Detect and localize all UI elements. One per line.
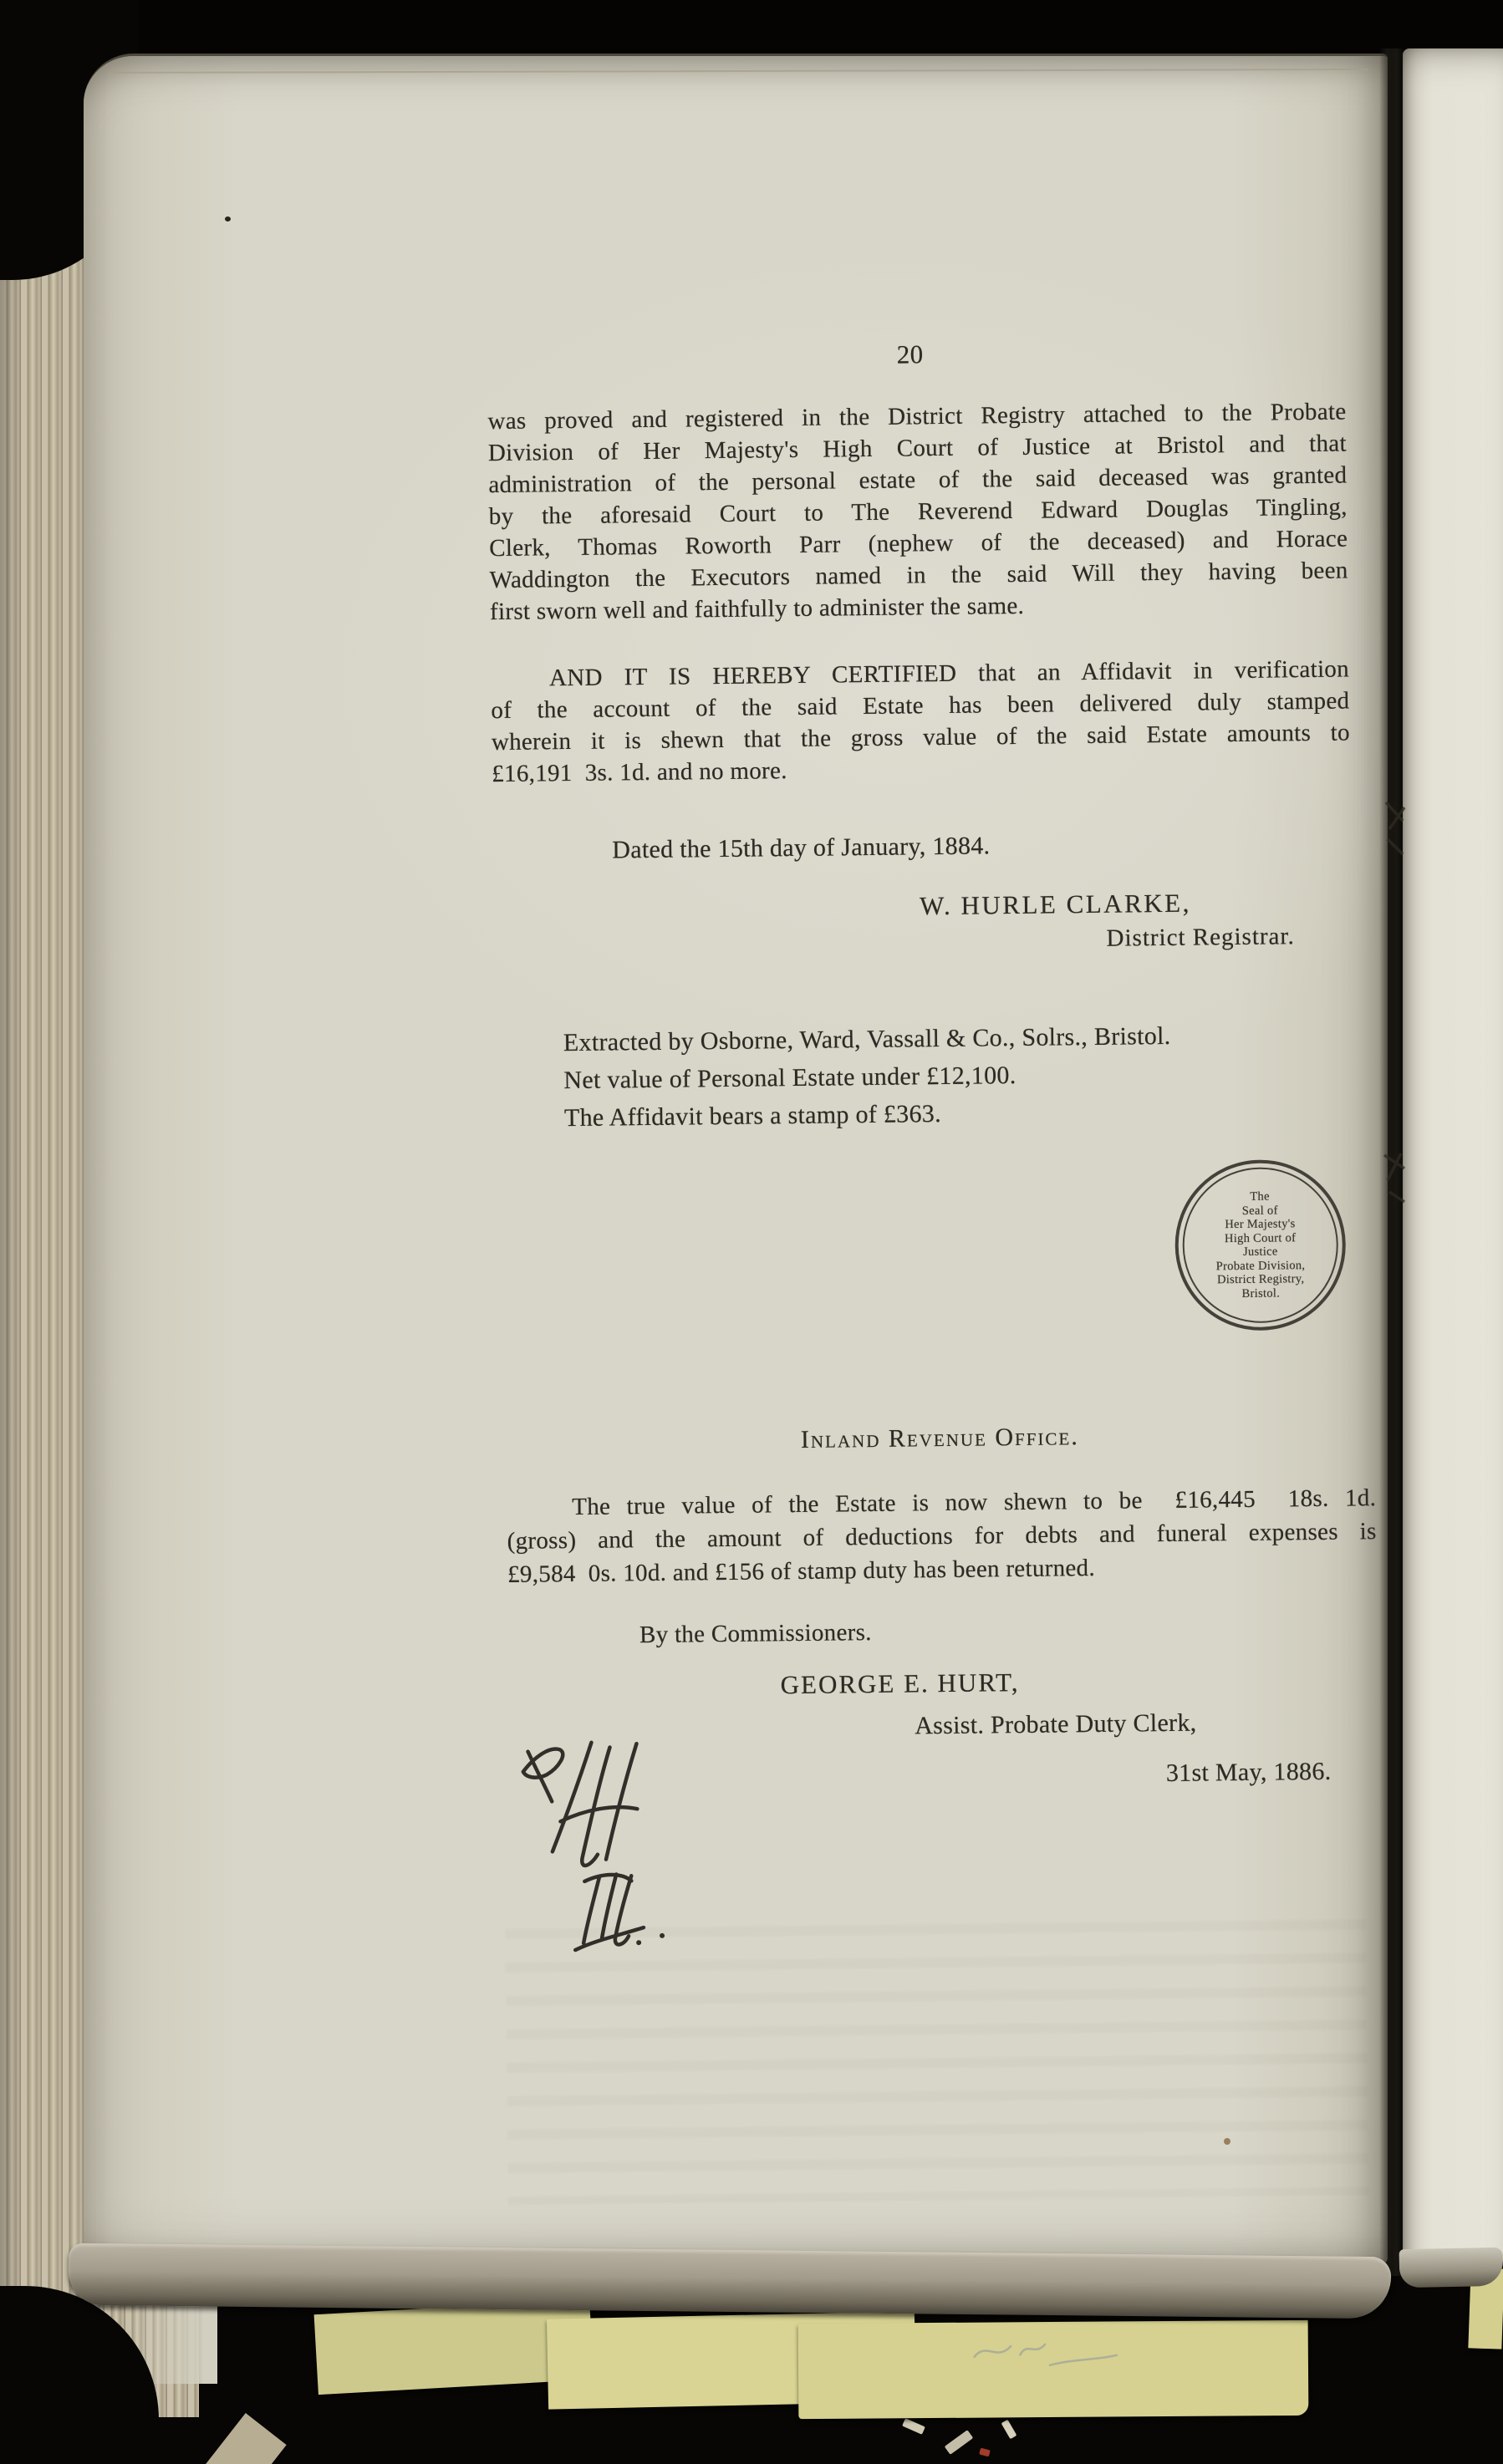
paragraph-certification <box>491 653 1351 790</box>
text-line: AND IT IS HEREBY CERTIFIED that an Affidavit in verification <box>548 655 1350 692</box>
registrar-title: District Registrar. <box>1106 923 1295 952</box>
binding-stitch-mark <box>1378 796 1414 859</box>
clerk-date: 31st May, 1886. <box>1165 1757 1332 1788</box>
seal-line: Seal of <box>1241 1203 1278 1218</box>
text-line: Clerk, Thomas Roworth Parr (nephew of the deceased) and Horace <box>489 525 1348 563</box>
yellow-slip-3 <box>798 2320 1309 2419</box>
photo-background-top <box>0 0 1503 53</box>
text-line: The true value of the Estate is now shewn to be £16,445 18s. 1d. <box>572 1484 1377 1521</box>
seal-line: Her Majesty's <box>1225 1217 1296 1232</box>
text-line: Division of Her Majesty's High Court of Justice at Bristol and that <box>487 430 1348 467</box>
text-line: first sworn well and faithfully to administer the same. <box>489 592 1025 626</box>
seal-line: Bristol. <box>1241 1285 1281 1301</box>
text-line: wherein it is shewn that the gross value of the said Estate amounts to <box>491 719 1350 756</box>
text-line: £9,584 0s. 10d. and £156 of stamp duty has been returned. <box>507 1554 1096 1588</box>
text-line: Waddington the Executors named in the said Will they having been <box>489 557 1348 594</box>
paper-bit-2 <box>945 2430 974 2455</box>
seal-line: Justice <box>1242 1245 1278 1259</box>
page-bottom-rolled-edge <box>69 2243 1392 2319</box>
facing-page-bottom-edge <box>1399 2248 1503 2288</box>
handwritten-initials <box>511 1733 714 1961</box>
text-line: was proved and registered in the District Registry attached to the Probate <box>487 398 1347 435</box>
text-line: (gross) and the amount of deductions for debts and funeral expenses is <box>507 1518 1377 1555</box>
pencil-scribble <box>798 2320 1309 2419</box>
paper-bit-red <box>979 2448 991 2457</box>
text-line: administration of the personal estate of the said deceased was granted <box>488 461 1348 499</box>
text-line: The Affidavit bears a stamp of £363. <box>563 1100 942 1133</box>
page-number: 20 <box>896 339 924 369</box>
paragraph-true-value <box>507 1481 1377 1591</box>
text-line: Extracted by Osborne, Ward, Vassall & Co., Solrs., Bristol. <box>563 1021 1171 1057</box>
extraction-note-block <box>563 1017 1172 1137</box>
paper-bit-3 <box>1001 2420 1017 2440</box>
text-line: £16,191 3s. 1d. and no more. <box>492 757 787 788</box>
paragraph-probate-grant <box>487 395 1348 628</box>
seal-text <box>1215 1189 1306 1301</box>
seal-line: Probate Division, <box>1215 1258 1306 1273</box>
registrar-name: W. HURLE CLARKE, <box>919 888 1192 921</box>
seal-line: District Registry, <box>1216 1272 1305 1287</box>
by-commissioners-line: By the Commissioners. <box>639 1619 872 1649</box>
seal-line: The <box>1250 1189 1270 1204</box>
clerk-title: Assist. Probate Duty Clerk, <box>915 1708 1197 1740</box>
inland-revenue-heading: Inland Revenue Office. <box>800 1423 1079 1453</box>
facing-page <box>1403 48 1503 2262</box>
paper-bit-1 <box>902 2418 925 2435</box>
show-through-texture <box>505 1919 1369 2205</box>
text-line: Net value of Personal Estate under £12,100. <box>563 1061 1016 1095</box>
text-line: by the aforesaid Court to The Reverend Edward Douglas Tingling, <box>488 493 1348 531</box>
dated-line: Dated the 15th day of January, 1884. <box>612 832 991 864</box>
clerk-name: GEORGE E. HURT, <box>780 1667 1020 1700</box>
seal-line: High Court of <box>1224 1230 1297 1245</box>
printed-page-content <box>70 47 1399 2268</box>
paper-scrap-bottom-left <box>196 2413 286 2464</box>
court-seal-stamp <box>1174 1159 1347 1331</box>
text-line: of the account of the said Estate has been delivered duly stamped <box>491 687 1350 725</box>
